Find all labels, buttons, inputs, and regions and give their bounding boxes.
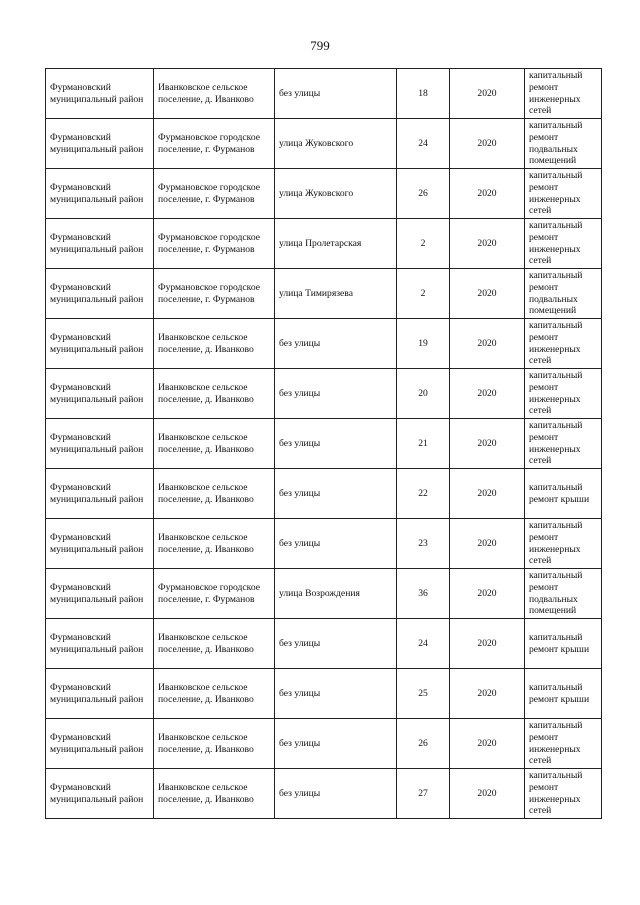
district-cell: Фурмановский муниципальный район [46,669,154,719]
table-row [46,169,602,219]
housing-repair-table [45,68,602,819]
district-cell: Фурмановский муниципальный район [46,519,154,569]
work-type-cell: капитальный ремонт инженерных сетей [525,419,602,469]
work-type-cell: капитальный ремонт крыши [525,469,602,519]
settlement-cell: Иванковское сельское поселение, д. Иванково [154,669,275,719]
table-row [46,619,602,669]
year-cell: 2020 [450,719,525,769]
year-cell: 2020 [450,169,525,219]
settlement-cell: Иванковское сельское поселение, д. Иванково [154,719,275,769]
year-cell: 2020 [450,419,525,469]
house-number-cell: 24 [397,619,450,669]
year-cell: 2020 [450,469,525,519]
settlement-cell: Иванковское сельское поселение, д. Иванково [154,419,275,469]
settlement-cell: Иванковское сельское поселение, д. Иванково [154,519,275,569]
street-cell: без улицы [275,69,397,119]
work-type-cell: капитальный ремонт инженерных сетей [525,719,602,769]
district-cell: Фурмановский муниципальный район [46,569,154,619]
year-cell: 2020 [450,319,525,369]
year-cell: 2020 [450,769,525,819]
year-cell: 2020 [450,69,525,119]
table-row [46,119,602,169]
street-cell: улица Возрождения [275,569,397,619]
settlement-cell: Иванковское сельское поселение, д. Иванково [154,469,275,519]
year-cell: 2020 [450,119,525,169]
work-type-cell: капитальный ремонт подвальных помещений [525,119,602,169]
work-type-cell: капитальный ремонт подвальных помещений [525,269,602,319]
street-cell: без улицы [275,669,397,719]
street-cell: улица Тимирязева [275,269,397,319]
table-body [46,69,602,819]
settlement-cell: Фурмановское городское поселение, г. Фурманов [154,219,275,269]
work-type-cell: капитальный ремонт инженерных сетей [525,69,602,119]
street-cell: без улицы [275,319,397,369]
year-cell: 2020 [450,269,525,319]
district-cell: Фурмановский муниципальный район [46,769,154,819]
work-type-cell: капитальный ремонт инженерных сетей [525,319,602,369]
table-row [46,69,602,119]
table-row [46,569,602,619]
year-cell: 2020 [450,619,525,669]
year-cell: 2020 [450,669,525,719]
street-cell: улица Жуковского [275,119,397,169]
street-cell: без улицы [275,619,397,669]
district-cell: Фурмановский муниципальный район [46,219,154,269]
house-number-cell: 24 [397,119,450,169]
street-cell: без улицы [275,769,397,819]
table-row [46,769,602,819]
work-type-cell: капитальный ремонт инженерных сетей [525,219,602,269]
house-number-cell: 26 [397,719,450,769]
year-cell: 2020 [450,569,525,619]
street-cell: без улицы [275,419,397,469]
house-number-cell: 23 [397,519,450,569]
street-cell: без улицы [275,469,397,519]
district-cell: Фурмановский муниципальный район [46,319,154,369]
table-row [46,469,602,519]
settlement-cell: Иванковское сельское поселение, д. Иванково [154,69,275,119]
table-row [46,219,602,269]
house-number-cell: 27 [397,769,450,819]
district-cell: Фурмановский муниципальный район [46,619,154,669]
table-row [46,319,602,369]
work-type-cell: капитальный ремонт подвальных помещений [525,569,602,619]
table-row [46,719,602,769]
settlement-cell: Иванковское сельское поселение, д. Иванково [154,619,275,669]
settlement-cell: Фурмановское городское поселение, г. Фурманов [154,119,275,169]
settlement-cell: Иванковское сельское поселение, д. Иванково [154,319,275,369]
settlement-cell: Фурмановское городское поселение, г. Фурманов [154,169,275,219]
work-type-cell: капитальный ремонт крыши [525,669,602,719]
work-type-cell: капитальный ремонт инженерных сетей [525,169,602,219]
house-number-cell: 21 [397,419,450,469]
district-cell: Фурмановский муниципальный район [46,269,154,319]
house-number-cell: 18 [397,69,450,119]
settlement-cell: Фурмановское городское поселение, г. Фурманов [154,569,275,619]
work-type-cell: капитальный ремонт инженерных сетей [525,519,602,569]
year-cell: 2020 [450,369,525,419]
district-cell: Фурмановский муниципальный район [46,69,154,119]
page-number: 799 [310,38,330,53]
district-cell: Фурмановский муниципальный район [46,369,154,419]
house-number-cell: 26 [397,169,450,219]
table-row [46,419,602,469]
district-cell: Фурмановский муниципальный район [46,119,154,169]
district-cell: Фурмановский муниципальный район [46,469,154,519]
district-cell: Фурмановский муниципальный район [46,169,154,219]
house-number-cell: 20 [397,369,450,419]
street-cell: без улицы [275,719,397,769]
house-number-cell: 36 [397,569,450,619]
table-row [46,669,602,719]
house-number-cell: 19 [397,319,450,369]
settlement-cell: Иванковское сельское поселение, д. Иванково [154,369,275,419]
work-type-cell: капитальный ремонт инженерных сетей [525,769,602,819]
street-cell: без улицы [275,369,397,419]
house-number-cell: 2 [397,219,450,269]
street-cell: улица Пролетарская [275,219,397,269]
table-row [46,369,602,419]
settlement-cell: Иванковское сельское поселение, д. Иванково [154,769,275,819]
year-cell: 2020 [450,519,525,569]
house-number-cell: 2 [397,269,450,319]
table-row [46,269,602,319]
street-cell: улица Жуковского [275,169,397,219]
district-cell: Фурмановский муниципальный район [46,719,154,769]
work-type-cell: капитальный ремонт крыши [525,619,602,669]
house-number-cell: 22 [397,469,450,519]
settlement-cell: Фурмановское городское поселение, г. Фурманов [154,269,275,319]
work-type-cell: капитальный ремонт инженерных сетей [525,369,602,419]
year-cell: 2020 [450,219,525,269]
district-cell: Фурмановский муниципальный район [46,419,154,469]
house-number-cell: 25 [397,669,450,719]
street-cell: без улицы [275,519,397,569]
table-row [46,519,602,569]
